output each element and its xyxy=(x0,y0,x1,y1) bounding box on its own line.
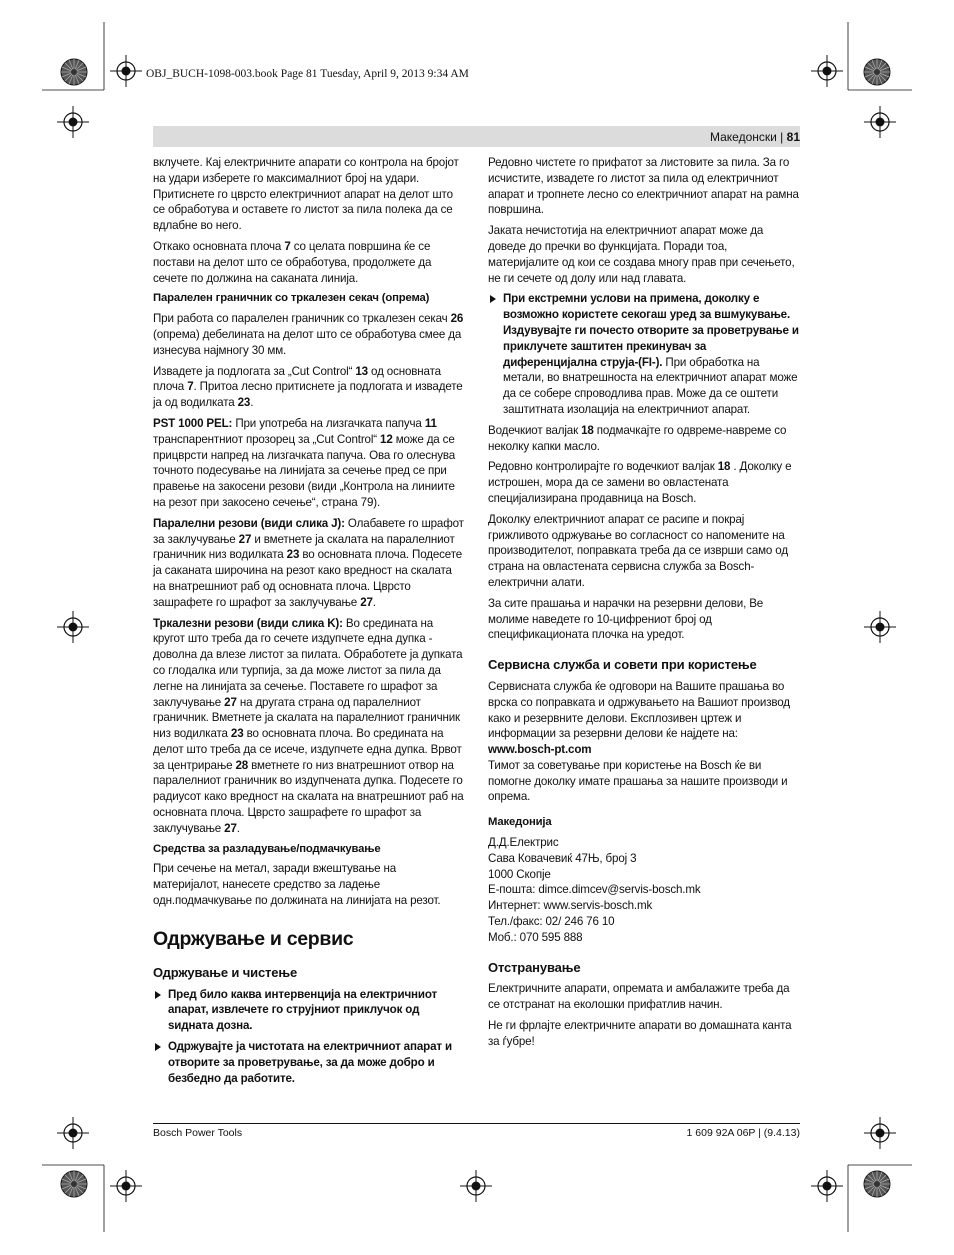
section-subtitle: Сервисна служба и совети при користење xyxy=(488,657,757,673)
bullet-item: Одржувајте ја чистотата на електричниот апарат и отворите за проветрување, за да може добро и безбедно да работите. xyxy=(153,1039,464,1086)
registration-mark-icon xyxy=(864,106,896,138)
paragraph: Сервисната служба ќе одговори на Вашите прашања во врска со поправката и одржувањето на Вашиот производ како и резервните делови. Експлозивен цртеж и информации за резервни делови ќе најдете на: xyxy=(488,679,790,741)
subheading: Паралелен граничник со тркалезен секач (опрема) xyxy=(153,292,430,305)
header-language: Македонски xyxy=(709,130,777,144)
paragraph: Доколку електричниот апарат се расипе и покрај грижливото одржување во согласност со напомените на производителот, поправката треба да се изврши само од страна на овластената сервисна служба за Bosch-електрични алати. xyxy=(488,512,788,589)
color-wheel-icon xyxy=(864,1171,890,1197)
registration-mark-icon xyxy=(864,1117,896,1149)
paragraph: Тимот за советување при користење на Bosch ќе ви помогне доколку имате прашања за нашите производи и опрема. xyxy=(488,758,788,804)
registration-mark-icon xyxy=(110,55,142,87)
paragraph: Јаката нечистотија на електричниот апарат може да доведе до пречки во функцијата. Поради тоа, материјалите од кои се создава многу прав при сечењето, не ги сечете од долу или над главата. xyxy=(488,224,795,285)
footer-divider xyxy=(153,1123,800,1124)
paragraph: При сечење на метал, заради вжештување на материјалот, нанесете средство за ладење одн.подмачкување по должината на линијата на резот. xyxy=(153,862,441,908)
paragraph: Електричните апарати, опремата и амбалажите треба да се отстранат на еколошки прифатлив начин. xyxy=(488,982,790,1012)
address-line: 1000 Скопје xyxy=(488,867,551,881)
paragraph: Редовно контролирајте го водечкиот валјак 18 . Доколку е истрошен, мора да се замени во овластената специјализирана продавница на Bosch. xyxy=(488,460,792,505)
registration-mark-icon xyxy=(110,1170,142,1202)
registration-mark-icon xyxy=(460,1170,492,1202)
website-link[interactable]: www.bosch-pt.com xyxy=(488,743,592,757)
color-wheel-icon xyxy=(864,59,890,85)
paragraph: За сите прашања и нарачки на резервни делови, Ве молиме наведете го 10-цифрениот број од спецификационата плочка на уредот. xyxy=(488,596,764,642)
paragraph: Водечкиот валјак 18 подмачкајте го одвреме-навреме со неколку капки масло. xyxy=(488,423,787,453)
page-header xyxy=(710,130,800,144)
registration-mark-icon xyxy=(811,1170,843,1202)
footer-brand: Bosch Power Tools xyxy=(153,1127,243,1139)
right-column xyxy=(488,155,800,1055)
registration-mark-icon xyxy=(864,611,896,643)
registration-mark-icon xyxy=(811,55,843,87)
header-separator: | xyxy=(780,130,784,144)
bullet-triangle-icon xyxy=(155,991,161,999)
left-column xyxy=(153,155,464,1091)
paragraph: Паралелни резови (види слика J): Олабавете го шрафот за заклучување 27 и вметнете ја скалата на паралелниот граничник низ водилката 23 во основната плоча. Подесете ја саканата широчина на резот како вредност на скалата на внатрешниот раб од основната плоча. Цврсто зашрафете го шрафот за заклучување 27. xyxy=(153,516,464,609)
registration-mark-icon xyxy=(57,106,89,138)
paragraph: Редовно чистете го прифатот за листовите за пила. За го исчистите, извадете го листот за пила од електричниот апарат и тропнете лесно со електричниот апарат на рамна површина. xyxy=(488,156,799,217)
bullet-triangle-icon xyxy=(490,295,496,303)
color-wheel-icon xyxy=(61,1171,87,1197)
registration-mark-icon xyxy=(57,611,89,643)
paragraph: Не ги фрлајте електричните апарати во домашната канта за ѓубре! xyxy=(488,1019,792,1048)
section-title: Одржување и сервис xyxy=(153,927,354,950)
address-line: Тел./факс: 02/ 246 76 10 xyxy=(488,915,615,929)
address-line: Моб.: 070 595 888 xyxy=(488,930,583,944)
bullet-item: Пред било каква интервенција на електричниот апарат, извлечете го струјниот приклучок од ѕидната дозна. xyxy=(153,987,464,1034)
page-header-bar xyxy=(153,126,800,147)
paragraph: Тркалезни резови (види слика K): Во средината на кругот што треба да го сечете издупчете една дупка - доволна да влезе листот за пилата. Обработете ја дупката со глодалка или турпија, за да може листот за пила да легне на линијата за сечење. Поставете го шрафот за заклучување 27 на другата страна од паралелниот граничник. Вметнете ја скалата на паралелниот граничник низ водилката 23 во основната плоча. Во средината на делот што треба да се исече, издупчете една дупка. Врвот за центрирање 28 вметнете го низ внатрешниот отвор на паралелниот граничник во издупчената дупка. Подесете го радиусот како вредност на скалата на внатрешниот раб на основната плоча. Цврсто зашрафете го шрафот за заклучување 27. xyxy=(153,616,464,835)
registration-mark-icon xyxy=(57,1117,89,1149)
print-info: OBJ_BUCH-1098-003.book Page 81 Tuesday, April 9, 2013 9:34 AM xyxy=(146,68,469,80)
paragraph: вклучете. Кај електричните апарати со контрола на бројот на удари изберете го максималниот број на удари. Притиснете го цврсто електричниот апарат на делот што се обработува и оставете го листот за пила полека да се вдлабне во него. xyxy=(153,156,459,233)
paragraph: PST 1000 PEL: При употреба на лизгачката папуча 11 транспарентниот прозорец за „Cut Control“ 12 може да се прицврсти напред на лизгачката папуча. Ова го олеснува точното подесување на линијата за сечење пред се при правење на закосени резови (види „Контрола на линиите на резот при закосено сечење“, страна 79). xyxy=(153,416,456,509)
section-subtitle: Отстранување xyxy=(488,959,581,975)
paragraph: Откако основната плоча 7 со целата површина ќе се постави на делот што се обработува, продолжете да сечете по должина на саканата линија. xyxy=(153,239,432,285)
country-heading: Македонија xyxy=(488,816,552,829)
address-line: Сава Ковачевиќ 47Њ, број 3 xyxy=(488,851,637,865)
paragraph: Извадете ја подлогата за „Cut Control“ 13 од основната плоча 7. Притоа лесно притиснете ја подлогата и извадете ја од водилката 23. xyxy=(153,364,463,410)
color-wheel-icon xyxy=(61,59,87,85)
subheading: Средства за разладување/подмачкување xyxy=(153,842,381,855)
page-number: 81 xyxy=(786,130,800,144)
address-line: E-пошта: dimce.dimcev@servis-bosch.mk xyxy=(488,883,701,897)
footer-doc-number: 1 609 92A 06P | (9.4.13) xyxy=(686,1127,800,1139)
address-line: Д.Д.Електрис xyxy=(488,836,559,850)
paragraph: При работа со паралелен граничник со тркалезен секач 26 (опрема) дебелината на делот што се обработува смее да изнесува најмногу 30 мм. xyxy=(153,312,464,357)
bullet-triangle-icon xyxy=(155,1043,161,1051)
address-line: Интернет: www.servis-bosch.mk xyxy=(488,899,653,913)
bullet-item: При екстремни услови на примена, доколку е возможно користете секогаш уред за вшмукување. Издувувајте ги почесто отворите за проветрување и приклучете заштитен прекинувач за диференцијална струја-(FI-). При обработка на метали, во внатрешноста на електричниот апарат може да се собере спроводлива прав. Може да се оштети заштитната изолација на електричниот апарат. xyxy=(488,291,800,417)
section-subtitle: Одржување и чистење xyxy=(153,964,298,980)
address-block xyxy=(488,835,800,946)
